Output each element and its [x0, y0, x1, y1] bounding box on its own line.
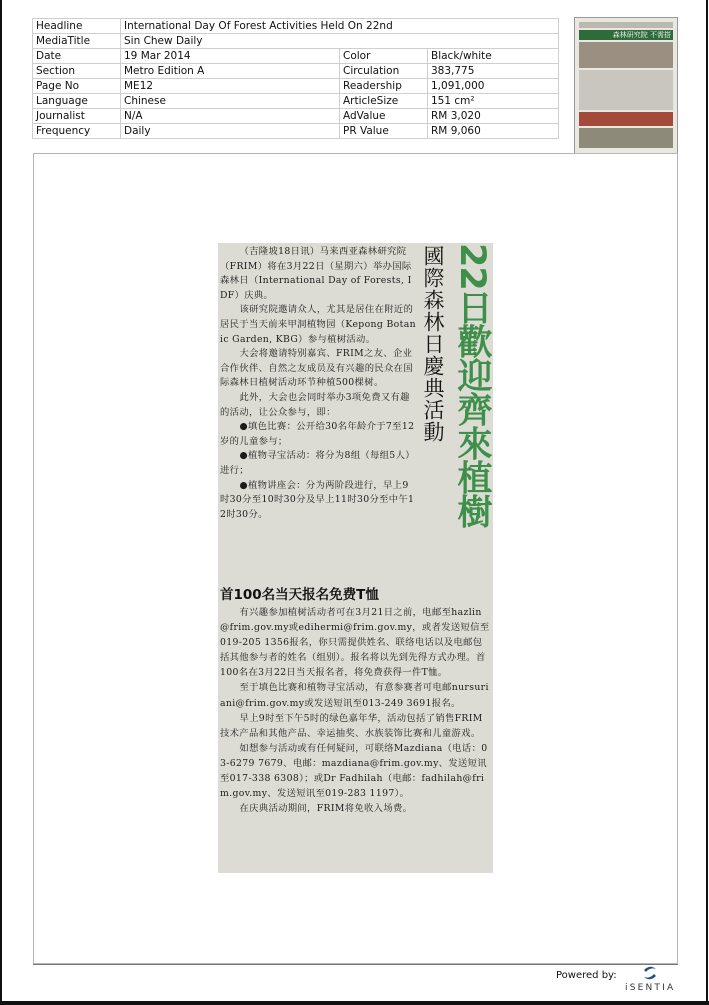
isentia-brand: iSENTIA	[625, 983, 676, 993]
bullet-item: ●植物寻宝活动：将分为8组（每组5人）进行；	[220, 450, 415, 476]
metadata-label: Color	[340, 49, 428, 64]
metadata-value: Black/white	[428, 49, 559, 64]
page-bottom-border	[0, 1001, 709, 1005]
thumb-text-block	[579, 70, 673, 110]
paragraph: 如想参与活动或有任何疑问，可联络Mazdiana（电话：03-6279 7679、电邮：mazdiana@frim.gov.my、发送短讯至017-338 6308）；或Dr Fadhilah（电邮：fadhilah@frim.gov.my、发送短讯至019-283 1197）。	[220, 742, 488, 800]
metadata-value: 151 cm²	[428, 94, 559, 109]
metadata-value: Metro Edition A	[121, 64, 340, 79]
metadata-value: Sin Chew Daily	[121, 34, 559, 49]
thumb-masthead	[579, 22, 673, 28]
metadata-row	[33, 34, 559, 49]
paragraph: 至于填色比赛和植物寻宝活动，有意参赛者可电邮nursuriani@frim.gov.my或发送短讯至013-249 3691报名。	[220, 682, 489, 709]
metadata-label: MediaTitle	[33, 34, 121, 49]
article-body-top	[220, 245, 418, 522]
metadata-value: RM 3,020	[428, 109, 559, 124]
metadata-value: 383,775	[428, 64, 559, 79]
footer-divider	[33, 964, 678, 965]
thumb-ad-red	[579, 112, 673, 126]
metadata-label: Language	[33, 94, 121, 109]
bullet-item: ●植物讲座会：分为两阶段进行，早上9时30分至10时30分及早上11时30分至中午12时30分。	[220, 479, 415, 520]
article-headline: 22日歡迎齊來植樹	[452, 243, 492, 528]
thumb-headline: 森林研究院 不需搭	[579, 30, 673, 40]
metadata-row	[33, 124, 559, 139]
paragraph: 大会将邀请特别嘉宾、FRIM之友、企业合作伙伴、自然之友成员及有兴趣的民众在国际森林日植树活动环节种植500棵树。	[220, 348, 413, 389]
metadata-value: ME12	[121, 79, 340, 94]
article-body-bottom	[220, 605, 491, 816]
metadata-label: PR Value	[340, 124, 428, 139]
metadata-label: Section	[33, 64, 121, 79]
metadata-row	[33, 79, 559, 94]
metadata-label: Circulation	[340, 64, 428, 79]
metadata-label: Date	[33, 49, 121, 64]
metadata-table	[32, 18, 559, 139]
paragraph: 在庆典活动期间，FRIM将免收入场费。	[239, 803, 413, 815]
page-thumbnail[interactable]	[574, 17, 678, 154]
paragraph: 此外，大会也会同时举办3项免费又有趣的活动，让公众参与，即：	[220, 391, 410, 418]
metadata-value: 1,091,000	[428, 79, 559, 94]
metadata-value: 19 Mar 2014	[121, 49, 340, 64]
thumb-photo	[579, 42, 673, 68]
page-right-border	[706, 0, 708, 1005]
article-section-heading: 首100名当天报名免费T恤	[220, 587, 379, 603]
metadata-row	[33, 94, 559, 109]
metadata-value: International Day Of Forest Activities Held On 22nd	[121, 19, 559, 34]
paragraph: 有兴趣参加植树活动者可在3月21日之前，电邮至hazlin@frim.gov.my或edihermi@frim.gov.my，或者发送短信至019-205 1356报名，你只需提供姓名、联络电话以及电邮包括其他参与者的姓名（组别）。报名将以先到先得方式办理。首100名在3月22日当天报名者，将免费获得一件T恤。	[220, 607, 490, 679]
metadata-row	[33, 49, 559, 64]
metadata-value: RM 9,060	[428, 124, 559, 139]
thumb-ad-bottom	[579, 128, 673, 148]
isentia-logo-icon	[640, 964, 660, 982]
metadata-row	[33, 64, 559, 79]
metadata-label: Frequency	[33, 124, 121, 139]
paragraph: （吉隆坡18日讯）马来西亚森林研究院（FRIM）将在3月22日（星期六）举办国际森林日（International Day of Forests, IDF）庆典。	[220, 246, 412, 301]
bullet-item: ●填色比赛：公开给30名年龄介于7至12岁的儿童参与；	[220, 421, 415, 447]
metadata-label: AdValue	[340, 109, 428, 124]
metadata-row	[33, 19, 559, 34]
article-subheadline: 國際森林日慶典活動	[421, 245, 445, 443]
paragraph: 早上9时至下午5时的绿色嘉年华，活动包括了销售FRIM技术产品和其他产品、幸运抽奖、水族装饰比赛和儿童游戏。	[220, 712, 483, 739]
metadata-label: Headline	[33, 19, 121, 34]
metadata-label: ArticleSize	[340, 94, 428, 109]
metadata-row	[33, 109, 559, 124]
powered-by-label: Powered by:	[556, 970, 617, 981]
metadata-label: Journalist	[33, 109, 121, 124]
metadata-label: Page No	[33, 79, 121, 94]
page-left-border	[0, 0, 2, 1005]
news-clipping	[218, 243, 493, 873]
metadata-value: Daily	[121, 124, 340, 139]
metadata-label: Readership	[340, 79, 428, 94]
metadata-value: Chinese	[121, 94, 340, 109]
metadata-value: N/A	[121, 109, 340, 124]
paragraph: 该研究院邀请众人，尤其是居住在附近的居民于当天前来甲洞植物园（Kepong Botanic Garden, KBG）参与植树活动。	[220, 304, 416, 345]
